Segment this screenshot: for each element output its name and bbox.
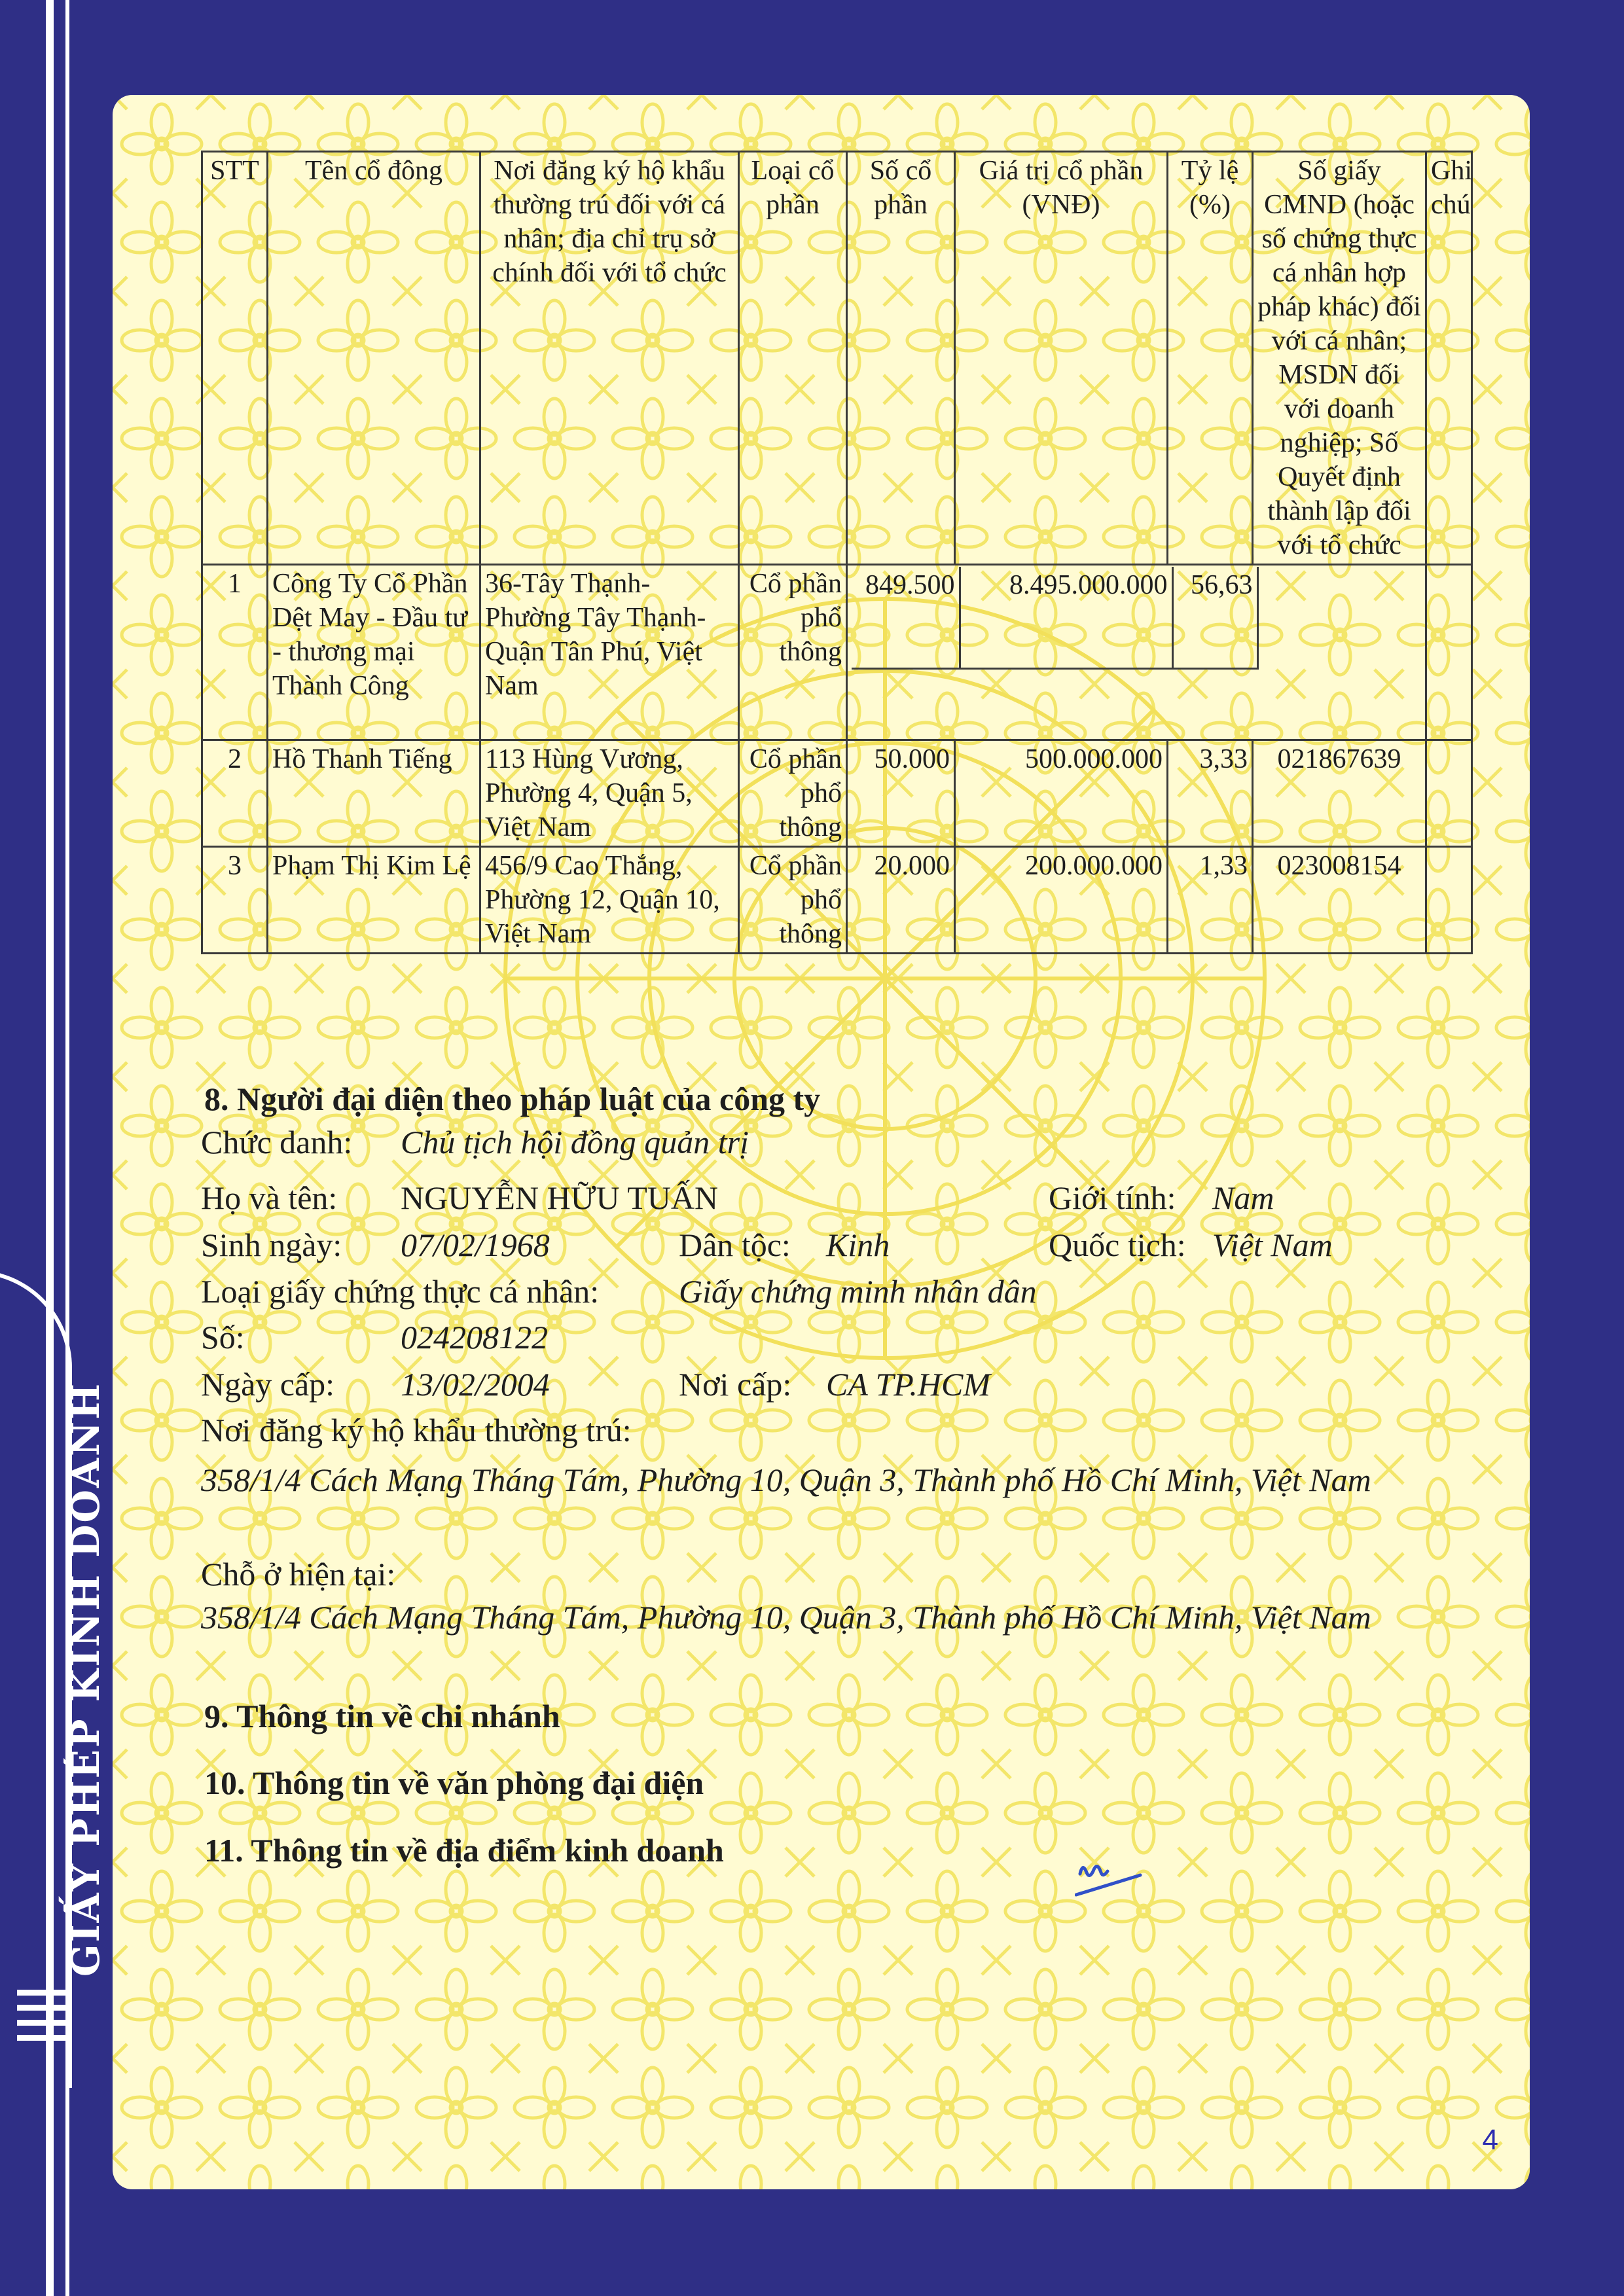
permanent-address-label: Nơi đăng ký hộ khẩu thường trú:	[201, 1412, 632, 1448]
cell-stt: 2	[202, 740, 268, 847]
issue-place-value: CA TP.HCM	[826, 1366, 991, 1403]
cell-id-number	[1257, 567, 1431, 669]
section-8-heading: 8. Người đại diện theo pháp luật của công ty	[204, 1081, 821, 1117]
header-stt: STT	[202, 152, 268, 565]
header-share-count: Số cổ phần	[847, 152, 955, 565]
current-address-label: Chỗ ở hiện tại:	[201, 1556, 396, 1592]
issue-date-label: Ngày cấp:	[201, 1366, 335, 1403]
id-type-value: Giấy chứng minh nhân dân	[679, 1273, 1037, 1310]
title-label: Chức danh:	[201, 1124, 353, 1160]
cell-address: 36-Tây Thạnh-Phường Tây Thạnh-Quận Tân Phú, Việt Nam	[480, 565, 739, 740]
nationality-value: Việt Nam	[1212, 1227, 1333, 1263]
cell-stt: 3	[202, 847, 268, 954]
gender-label: Giới tính:	[1049, 1179, 1176, 1216]
name-label: Họ và tên:	[201, 1179, 338, 1216]
spine-ticks	[17, 1990, 68, 2050]
header-share-value: Giá trị cổ phần (VNĐ)	[955, 152, 1168, 565]
spine-tick	[17, 1990, 68, 1996]
cell-ratio: 56,63	[1172, 567, 1257, 669]
header-id-number: Số giấy CMND (hoặc số chứng thực cá nhân hợp pháp khác) đối với cá nhân; MSDN đối với doanh nghiệp; Số Quyết định thành lập đối với tổ chức	[1253, 152, 1426, 565]
cell-share-type: Cổ phần phổ thông	[739, 740, 847, 847]
spine-title: GIẤY PHÉP KINH DOANH	[63, 1382, 108, 1977]
table-row	[202, 740, 1472, 847]
cell-name: Phạm Thị Kim Lệ	[268, 847, 480, 954]
cell-ratio: 3,33	[1168, 740, 1253, 847]
permanent-address-value: 358/1/4 Cách Mạng Tháng Tám, Phường 10, Quận 3, Thành phố Hồ Chí Minh, Việt Nam	[201, 1462, 1371, 1498]
ethnic-value: Kinh	[826, 1227, 890, 1263]
cell-stt: 1	[202, 565, 268, 740]
document-content	[113, 95, 1530, 2189]
current-address-value: 358/1/4 Cách Mạng Tháng Tám, Phường 10, Quận 3, Thành phố Hồ Chí Minh, Việt Nam	[201, 1599, 1371, 1636]
split-inner	[852, 567, 1431, 738]
cell-ratio: 1,33	[1168, 847, 1253, 954]
header-ratio: Tỷ lệ (%)	[1168, 152, 1253, 565]
cell-note	[1426, 740, 1472, 847]
table-row	[202, 847, 1472, 954]
issue-place-label: Nơi cấp:	[679, 1366, 792, 1403]
title-value: Chủ tịch hội đồng quản trị	[401, 1124, 749, 1160]
section-11-heading: 11. Thông tin về địa điểm kinh doanh	[204, 1832, 724, 1869]
cell-share-count: 20.000	[847, 847, 955, 954]
gender-value: Nam	[1212, 1179, 1274, 1216]
cell-share-count: 50.000	[847, 740, 955, 847]
name-value: NGUYỄN HỮU TUẤN	[401, 1179, 719, 1216]
header-name: Tên cổ đông	[268, 152, 480, 565]
dob-value: 07/02/1968	[401, 1227, 550, 1263]
spine-arc-decoration	[0, 1270, 72, 2088]
signature-initial	[1075, 1849, 1147, 1901]
dob-label: Sinh ngày:	[201, 1227, 342, 1263]
section-9-heading: 9. Thông tin về chi nhánh	[204, 1698, 560, 1734]
header-address: Nơi đăng ký hộ khẩu thường trú đối với cá nhân; địa chỉ trụ sở chính đối với tổ chức	[480, 152, 739, 565]
cell-share-value: 8.495.000.000	[960, 567, 1172, 669]
cell-note	[1426, 847, 1472, 954]
cell-share-value: 200.000.000	[955, 847, 1168, 954]
spine-tick	[17, 2035, 68, 2041]
header-share-type: Loại cổ phần	[739, 152, 847, 565]
document-page	[113, 95, 1530, 2189]
page-number: 4	[1482, 2124, 1498, 2156]
ethnic-label: Dân tộc:	[679, 1227, 791, 1263]
table-row	[202, 565, 1472, 740]
cell-address: 456/9 Cao Thắng, Phường 12, Quận 10, Việt Nam	[480, 847, 739, 954]
cell-note	[1426, 565, 1472, 740]
cell-share-count: 849.500	[852, 567, 960, 669]
cell-split-group	[847, 565, 1426, 740]
section-10-heading: 10. Thông tin về văn phòng đại diện	[204, 1765, 704, 1801]
shareholders-table	[201, 151, 1473, 954]
cell-name: Hồ Thanh Tiếng	[268, 740, 480, 847]
id-type-label: Loại giấy chứng thực cá nhân:	[201, 1273, 600, 1310]
header-note: Ghi chú	[1426, 152, 1472, 565]
cell-id-number: 021867639	[1253, 740, 1426, 847]
cell-share-type: Cổ phần phổ thông	[739, 847, 847, 954]
cell-address: 113 Hùng Vương, Phường 4, Quận 5, Việt Nam	[480, 740, 739, 847]
issue-date-value: 13/02/2004	[401, 1366, 550, 1403]
table-header-row	[202, 152, 1472, 565]
id-number-value: 024208122	[401, 1319, 548, 1355]
spine-tick	[17, 2020, 68, 2026]
cell-id-number: 023008154	[1253, 847, 1426, 954]
spine-tick	[17, 2005, 68, 2011]
cell-name: Công Ty Cổ Phần Dệt May - Đầu tư - thương mại Thành Công	[268, 565, 480, 740]
id-number-label: Số:	[201, 1319, 245, 1355]
cell-share-type: Cổ phần phổ thông	[739, 565, 847, 740]
cell-share-value: 500.000.000	[955, 740, 1168, 847]
nationality-label: Quốc tịch:	[1049, 1227, 1186, 1263]
